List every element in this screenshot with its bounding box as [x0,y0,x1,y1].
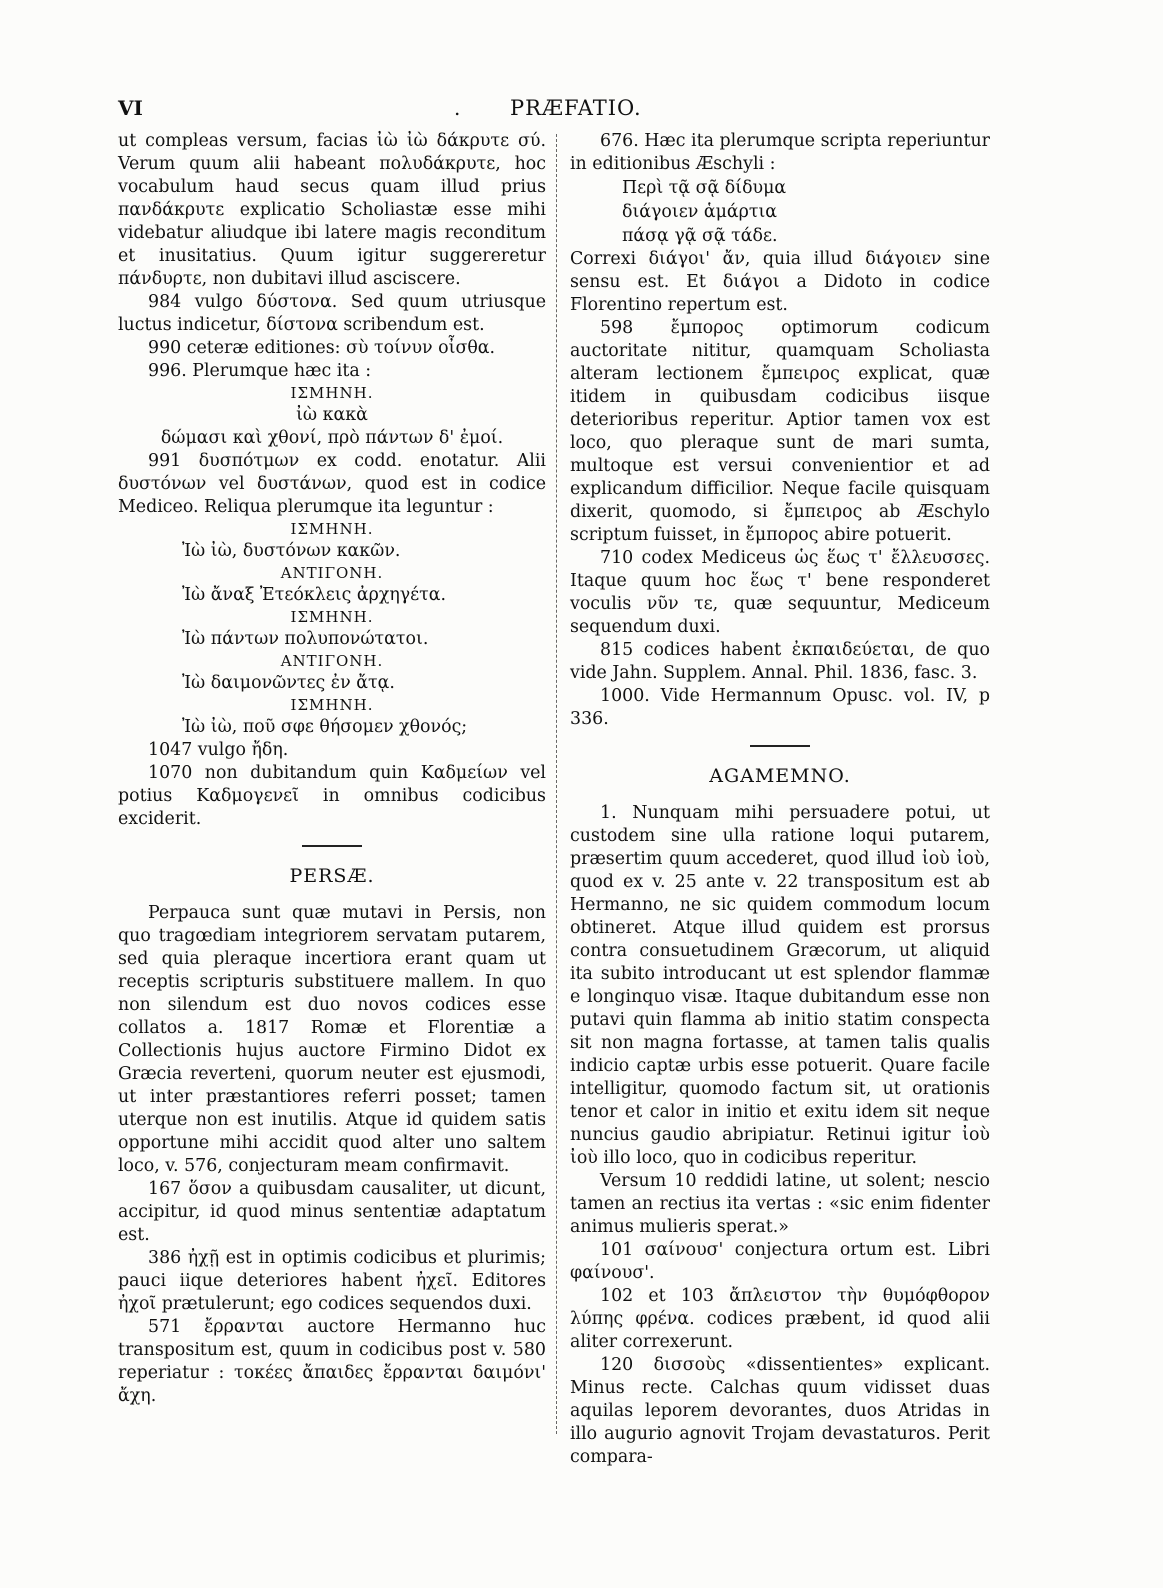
paragraph: 167 ὅσον a quibusdam causaliter, ut dicunt, accipitur, id quod minus sententiæ adaptatum est. [118,1179,546,1245]
verse-line: Ἰὼ ἄναξ Ἐτεόκλεις ἀρχηγέτα. [182,585,447,605]
paragraph: Perpauca sunt quæ mutavi in Persis, non quo tragœdiam integriorem servatam putarem, sed quia pleraque incertiora erant quam ut receptis scripturis substituere mallem. In quo non silendum est duo novos codices esse collatos a. 1817 Romæ et Florentiæ a Collectionis hujus auctore Firmino Didot ex Græcia reverteni, quorum neuter est ejusmodi, ut inter præstantiores referri posset; tamen uterque non est inutilis. Atque id quidem satis opportune mihi accidit quod alter uno saltem loco, v. 576, conjecturam meam confirmavit. [118,903,546,1176]
paragraph: 101 σαίνουσ' conjectura ortum est. Libri φαίνουσ'. [570,1240,990,1283]
verse-line: πάσᾳ γᾷ σᾷ τάδε. [622,226,778,246]
column-divider [556,134,557,1434]
paragraph: 386 ἠχῇ est in optimis codicibus et plurimis; pauci iique deteriores habent ἠχεῖ. Editores ἠχοῖ prætulerunt; ego codices sequendos duxi. [118,1248,546,1314]
paragraph: Correxi διάγοι' ἄν, quia illud διάγοιεν sine sensu est. Et διάγοι a Didoto in codice Florentino repertum est. [570,249,990,315]
paragraph: 102 et 103 ἄπλειστον τὴν θυμόφθορον λύπης φρένα. codices præbent, id quod alii aliter correxerunt. [570,1286,990,1352]
page-number: VI [118,96,143,120]
paragraph: 676. Hæc ita plerumque scripta reperiuntur in editionibus Æschyli : [570,131,990,174]
paragraph: 1. Nunquam mihi persuadere potui, ut custodem sine ulla ratione loqui putarem, præsertim quum accederet, quod illud ἰοὺ ἰοὺ, quod ex v. 25 ante v. 22 transpositum est ab Hermanno, ne sic quidem commodum locum obtineret. Atque illud quidem est prorsus contra consuetudinem Græcorum, ut aliquid ita subito introducant ut est splendor flammæ e longinquo visæ. Itaque dubitandum esse non putavi quin flamma ab initio statim conspecta sit non magna fortasse, at tamen talis qualis indicio captæ urbis esse potuerit. Quare facile intelligitur, quomodo factum sit, ut orationis tenor et calor in initio et exitu idem sit neque nuncius gaudio abripiatur. Retinui igitur ἰοὺ ἰοὺ illo loco, quo in codicibus reperitur. [570,803,990,1168]
verse-line: Ἰὼ πάντων πολυπονώτατοι. [182,629,429,649]
header-dot: . [454,96,461,120]
right-column [570,130,990,1469]
paragraph: 990 ceteræ editiones: σὺ τοίνυν οἶσθα. [148,338,496,358]
verse-line: Ἰὼ ἰὼ, δυστόνων κακῶν. [182,541,401,561]
running-title: PRÆFATIO. [510,96,642,120]
paragraph: Versum 10 reddidi latine, ut solent; nescio tamen an rectius ita vertas : «sic enim fidenter animus mulieris sperat.» [570,1171,990,1237]
page-header [118,96,998,126]
paragraph: 984 vulgo δύστονα. Sed quum utriusque luctus indicetur, δίστονα scribendum est. [118,292,546,335]
verse-line: ἰὼ κακὰ [296,405,368,425]
speaker-name: ΙΣΜΗΝΗ. [290,696,374,714]
verse-line: Περὶ τᾷ σᾷ δίδυμα [622,178,787,198]
section-title-persae: PERSÆ. [289,865,375,887]
paragraph: 120 δισσοὺς «dissentientes» explicant. Minus recte. Calchas quum vidisset duas aquilas leporem devorantes, duos Atridas in illo augurio agnovit Trojam devastaturos. Perit compara- [570,1355,990,1467]
paragraph: 571 ἔρρανται auctore Hermanno huc transpositum est, quum in codicibus post v. 580 reperiatur : τοκέες ἄπαιδες ἔρρανται δαιμόνι' ἄχη. [118,1317,546,1406]
paragraph: 598 ἔμπορος optimorum codicum auctoritate nititur, quamquam Scholiasta alteram lectionem ἔμπειρος explicat, quæ itidem in quibusdam codicibus iisque deterioribus reperitur. Aptior tamen vox est loco, quo pleraque sunt de mari sumta, multoque est versui convenientior et ad explicandum difficilior. Neque facile quisquam dixerit, quomodo, si ἔμπειρος ab Æschylo scriptum fuisset, in ἔμπορος abire potuerit. [570,318,990,545]
section-rule [750,745,810,747]
paragraph: 1000. Vide Hermannum Opusc. vol. IV, p 336. [570,686,990,729]
left-column [118,130,546,1408]
paragraph: 710 codex Mediceus ὡς ἕως τ' ἔλλευσσες. Itaque quum hoc ἕως τ' bene responderet voculis νῦν τε, quæ sequuntur, Mediceum sequendum duxi. [570,548,990,637]
paragraph: 1070 non dubitandum quin Καδμείων vel potius Καδμογενεῖ in omnibus codicibus exciderit. [118,763,546,829]
speaker-name: ΙΣΜΗΝΗ. [290,520,374,538]
speaker-name: ΑΝΤΙΓΟΝΗ. [280,564,384,582]
paragraph: 991 δυσπότμων ex codd. enotatur. Alii δυστόνων vel δυστάνων, quod est in codice Mediceo. Reliqua plerumque ita leguntur : [118,451,546,517]
paragraph: 1047 vulgo ἤδη. [148,740,289,760]
paragraph: 996. Plerumque hæc ita : [148,361,372,381]
verse-line: δώμασι καὶ χθονί, πρὸ πάντων δ' ἐμοί. [160,428,504,448]
paragraph: ut compleas versum, facias ἰὼ ἰὼ δάκρυτε σύ. Verum quum alii habeant πολυδάκρυτε, hoc vocabulum haud secus quam illud prius πανδάκρυτε explicatio Scholiastæ esse mihi videbatur aliudque ibi latere magis reconditum et inusitatius. Quum igitur suggereretur πάνδυρτε, non dubitavi illud asciscere. [118,131,546,289]
verse-line: διάγοιεν ἁμάρτια [622,202,778,222]
speaker-name: ΑΝΤΙΓΟΝΗ. [280,652,384,670]
verse-line: Ἰὼ ἰὼ, ποῦ σφε θήσομεν χθονός; [182,717,468,737]
paragraph: 815 codices habent ἐκπαιδεύεται, de quo vide Jahn. Supplem. Annal. Phil. 1836, fasc. 3. [570,640,990,683]
section-rule [302,845,362,847]
speaker-name: ΙΣΜΗΝΗ. [290,384,374,402]
section-title-agamemno: AGAMEMNO. [709,765,851,787]
verse-line: Ἰὼ δαιμονῶντες ἐν ἄτᾳ. [182,673,395,693]
speaker-name: ΙΣΜΗΝΗ. [290,608,374,626]
